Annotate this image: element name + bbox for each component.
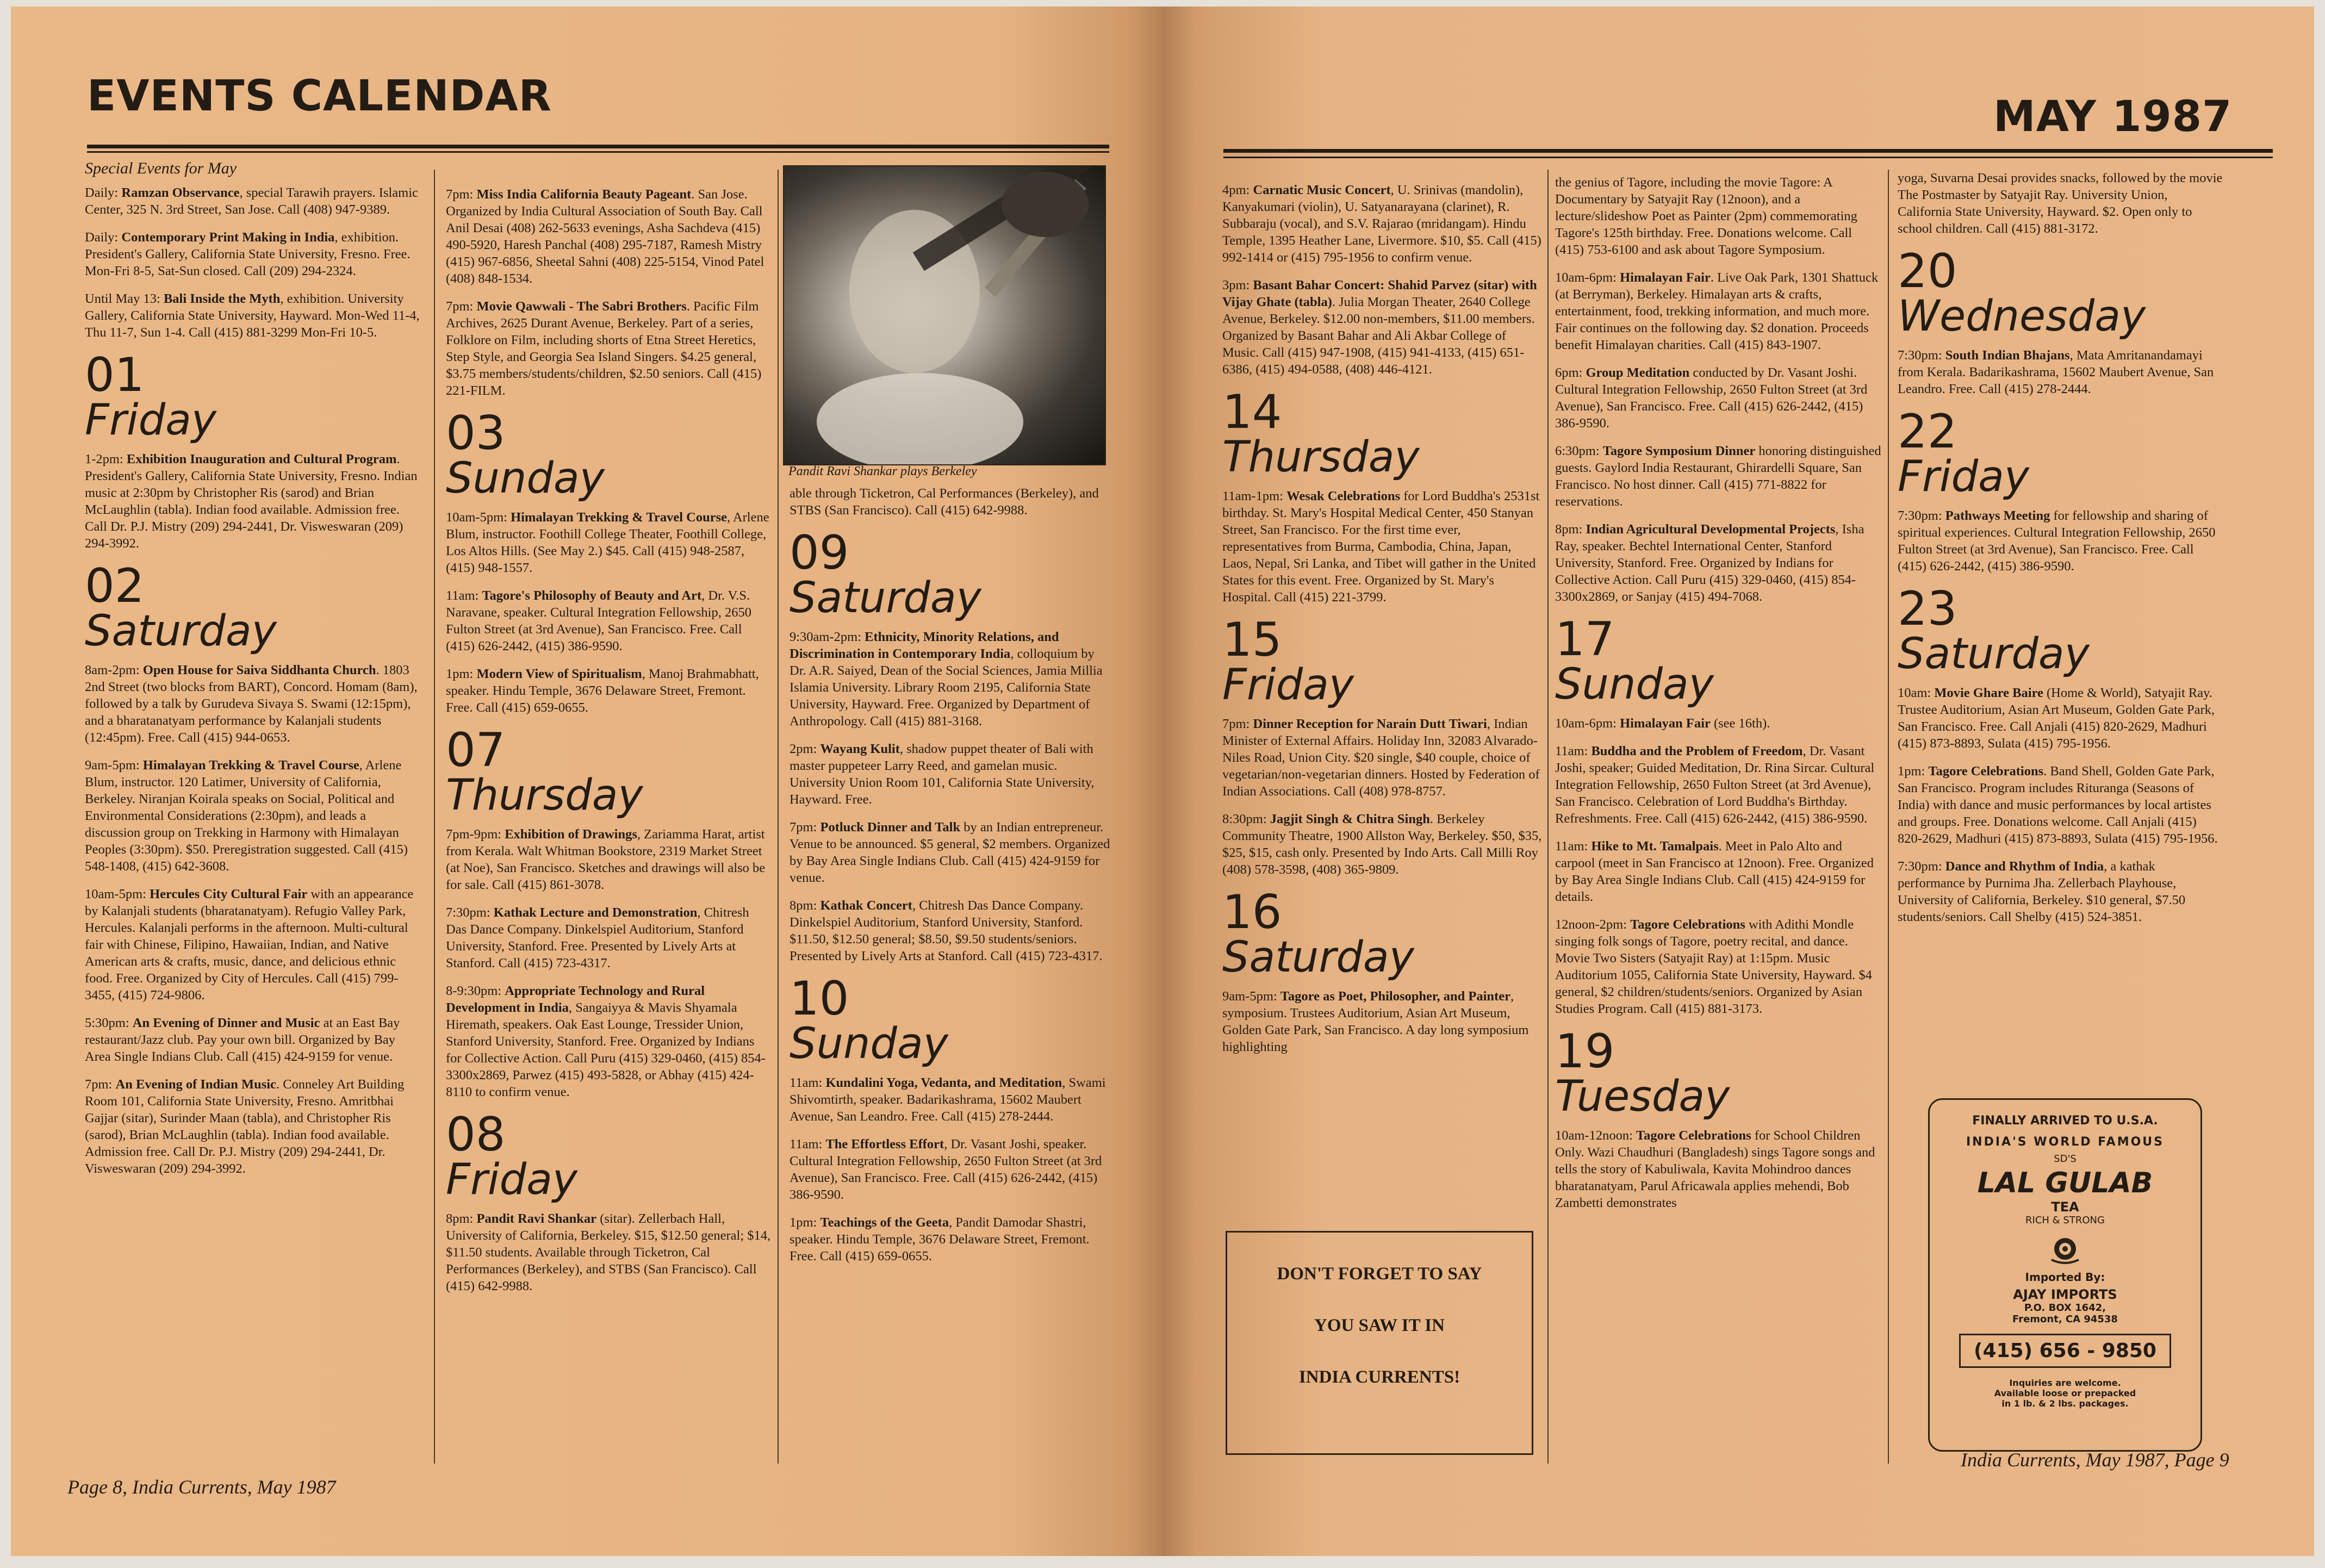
event-title: Pathways Meeting [1945,508,2050,523]
event-title: Kundalini Yoga, Vedanta, and Meditation [825,1075,1062,1090]
day-number: 07 [446,723,506,777]
ad-brand: LAL GULAB [1977,1167,2153,1199]
event-listing [446,298,772,399]
day-heading [1898,582,2224,679]
event-listing [1222,488,1543,606]
magazine-spread [11,7,2314,1556]
event-title: Movie Qawwali - The Sabri Brothers [476,299,687,314]
event-title: Basant Bahar Concert: Shahid Parvez (sitar) with Vijay Ghate (tabla) [1222,278,1537,309]
event-details: , exhibition. University Gallery, California State University, Hayward. Mon-Wed 11-4, Thu 11-7, Sun 1-4. Call (415) 881-3299 Mon-Fri 10-5. [85,291,420,340]
event-details: , Manoj Brahmabhatt, speaker. Hindu Temple, 3676 Delaware Street, Fremont. Free. Call (415) 659-0655. [446,667,759,715]
event-listing [789,1214,1110,1265]
event-details: . San Jose. Organized by India Cultural Association of South Bay. Call Anil Desai (408) 262-5633 evenings, Asha Sachdeva (415) 490-5920, Haresh Panchal (408) 295-7187, Ramesh Mistry (415) 967-6856, Sheetal Sahni (408) 225-5154, Vinod Patel (408) 848-1534. [446,187,764,286]
day-weekday: Friday [85,396,217,445]
day-number: 23 [1898,582,1957,636]
event-listing [85,1015,422,1065]
day-weekday: Sunday [789,1019,948,1068]
event-details: by an Indian entrepreneur. Venue to be announced. $5 general, $2 members. Organized by Bay Area Single Indians Club. Call (415) 424-9159 for venue. [789,820,1110,885]
event-title: Dance and Rhythm of India [1945,859,2104,874]
event-details: honoring distinguished guests. Gaylord India Restaurant, Ghirardelli Square, San Francisco. No host dinner. Call (415) 771-8822 for reservations. [1555,444,1881,509]
event-title: Kathak Lecture and Demonstration [493,905,698,920]
right-column-2 [1555,174,1881,1222]
event-listing [85,662,422,746]
header-rule-thin [1223,157,2273,158]
event-details: . President's Gallery, California State University, Fresno. Indian music at 2:30pm by Christopher Ris (sarod) and Brian McLaughlin (tabla). Indian food available. Admission free. Call Dr. P.J. Mistry (209) 294-2441, Dr. Visweswaran (209) 294-3992. [85,452,418,551]
event-title: Tagore Symposium Dinner [1602,444,1756,458]
column-divider [778,170,779,1464]
event-listing [446,509,772,576]
event-time: 8pm: [446,1211,477,1226]
left-column-1 [85,160,422,1188]
event-title: Teachings of the Geeta [820,1215,949,1230]
event-listing [446,1210,772,1295]
event-listing [789,1074,1110,1125]
event-time: 8:30pm: [1222,812,1270,826]
event-listing [1222,182,1543,266]
day-weekday: Friday [446,1155,578,1204]
event-title: Modern View of Spiritualism [476,667,642,681]
day-heading [1898,244,2224,341]
event-listing [789,741,1110,808]
event-time: 9:30am-2pm: [789,630,865,644]
events-calendar-header: EVENTS CALENDAR [87,72,552,121]
day-heading [1555,612,1881,709]
event-time: 8am-2pm: [85,663,143,677]
event-listing [1555,269,1881,353]
event-time: 7:30pm: [446,905,494,920]
event-listing [1898,507,2224,575]
event-listing [446,904,772,972]
event-title: Wayang Kulit [820,742,900,756]
day-number: 17 [1555,612,1615,667]
event-title: Jagjit Singh & Chitra Singh [1270,812,1430,826]
event-time: 10am-5pm: [446,510,511,525]
event-title: Pandit Ravi Shankar [476,1211,597,1226]
event-time: 11am: [446,588,482,603]
day-number: 10 [789,972,849,1026]
event-details: (see 16th). [1710,716,1770,731]
event-title: Open House for Saiva Siddhanta Church [142,663,376,677]
event-listing [1898,685,2224,752]
event-listing [1555,1127,1881,1211]
event-time: 10am-6pm: [1555,270,1620,285]
event-details: , U. Srinivas (mandolin), Kanyakumari (violin), U. Satyanarayana (clarinet), R. Subbaraju (vocal), and S.V. Rajarao (mridangam). Hindu Temple, 1395 Heather Lane, Livermore. $10, $5. Call (415) 992-1414 or (415) 795-1956 to confirm venue. [1222,183,1541,265]
event-time: 1pm: [789,1215,820,1230]
column-divider [1888,170,1889,1464]
event-title: Indian Agricultural Developmental Projects [1586,522,1836,537]
ad-note: in 1 lb. & 2 lbs. packages. [2001,1398,2129,1409]
event-time: 7:30pm: [1898,859,1945,874]
event-time: 7pm-9pm: [446,827,505,842]
event-time: 1pm: [446,667,477,681]
column-divider [434,170,435,1464]
event-time: 7pm: [85,1077,116,1092]
day-heading [789,972,1110,1068]
event-details: , Mata Amritanandamayi from Kerala. Badarikashrama, 15602 Maubert Avenue, San Leandro. Free. Call (415) 278-2444. [1898,348,2214,396]
day-heading [1222,885,1543,982]
event-details: for Lord Buddha's 2531st birthday. St. Mary's Hospital Medical Center, 450 Stanyan Street, San Francisco. For the first time ever, representatives from Burma, Cambodia, China, Japan, Laos, Nepal, Sri Lanka, and Tibet will gather in the United States for this event. Free. Organized by St. Mary's Hospital. Call (415) 221-3799. [1222,489,1540,605]
event-time: Daily: [85,185,122,200]
event-title: Group Meditation [1586,365,1690,380]
day-heading [1222,613,1543,710]
event-title: Carnatic Music Concert [1253,183,1391,197]
event-title: An Evening of Dinner and Music [132,1016,320,1030]
event-details: . Live Oak Park, 1301 Shattuck (at Berryman), Berkeley. Himalayan arts & crafts, entertainment, food, trekking information, and much more. Fair continues on the following day. $2 donation. Proceeds benefit Himalayan charities. Call (415) 843-1907. [1555,270,1879,352]
event-details: yoga, Suvarna Desai provides snacks, followed by the movie The Postmaster by Satyajit Ray. University Union, California State University, Hayward. $2. Open only to school children. Call (415) 881-3172. [1898,171,2223,236]
event-time: 6pm: [1555,365,1586,380]
event-listing [789,629,1110,730]
header-rule [1223,149,2273,153]
event-title: Exhibition Inauguration and Cultural Program [126,452,397,466]
event-time: 8pm: [1555,522,1586,537]
event-listing [1555,174,1881,258]
ad-top-line: FINALLY ARRIVED TO U.S.A. [1972,1114,2158,1128]
day-number: 15 [1222,613,1282,667]
event-title: Kathak Concert [820,898,912,913]
event-details: . Pacific Film Archives, 2625 Durant Avenue, Berkeley. Part of a series, Folklore on Film, including shorts of Etna Street Heretics, Step Style, and Georgia Sea Island Singers. $4.25 general, $3.75 members/students/children, $2.50 seniors. Call (415) 221-FILM. [446,299,762,398]
day-number: 03 [446,406,506,461]
event-title: Movie Ghare Baire [1934,686,2043,700]
event-listing [1222,811,1543,878]
ad-note: Inquiries are welcome. [2009,1378,2121,1388]
event-listing [85,451,422,552]
ad-imported: Imported By: [2025,1271,2105,1284]
day-heading [446,723,772,820]
day-weekday: Friday [1898,452,2030,501]
event-details: for fellowship and sharing of spiritual experiences. Cultural Integration Fellowship, 2650 Fulton Street (at 3rd Avenue), San Francisco. Free. Call (415) 626-2442, (415) 386-9590. [1898,508,2216,574]
event-time: 11am-1pm: [1222,489,1287,503]
event-time: 1pm: [1898,764,1929,779]
event-listing [85,757,422,875]
day-heading [1898,405,2224,501]
event-details: , Arlene Blum, instructor. 120 Latimer, University of California, Berkeley. Niranjan Koirala speaks on Social, Political and Environmental Considerations (2:30pm), and leads a discussion group on Trekking in Harmony with Himalayan Peoples (3:30pm). $50. Preregistration suggested. Call (415) 548-1408, (415) 642-3608. [85,758,408,874]
event-time: 11am: [1555,744,1592,758]
event-time: 7:30pm: [1898,508,1945,523]
event-title: An Evening of Indian Music [115,1077,276,1092]
day-number: 14 [1222,385,1282,439]
event-details: . Conneley Art Building Room 101, California State University, Fresno. Amritbhai Gajjar (sitar), Surinder Maan (tabla), and Christopher Ris (sarod), Brian McLaughlin (tabla). Indian food available. Admission free. Call Dr. P.J. Mistry (209) 294-2441, Dr. Visweswaran (209) 294-3992. [85,1077,405,1176]
day-weekday: Thursday [446,771,643,820]
day-number: 19 [1555,1024,1615,1079]
day-weekday: Tuesday [1555,1072,1730,1121]
day-number: 02 [85,559,145,613]
day-heading [446,406,772,503]
header-rule-thin [87,151,1109,153]
event-listing [1898,347,2224,397]
day-weekday: Sunday [446,454,605,503]
event-listing [1222,988,1543,1055]
photo-caption: Pandit Ravi Shankar plays Berkeley [788,464,977,478]
event-details: , Pandit Damodar Shastri, speaker. Hindu Temple, 3676 Delaware Street, Fremont. Free. Call (415) 659-0655. [789,1215,1090,1264]
event-details: , Dr. Vasant Joshi, speaker. Cultural Integration Fellowship, 2650 Fulton Street (at 3rd Avenue), San Francisco. Free. Call (415) 626-2442, (415) 386-9590. [789,1137,1102,1202]
event-details: at an East Bay restaurant/Jazz club. Pay your own bill. Organized by Bay Area Single Indians Club. Call (415) 424-9159 for venue. [85,1016,400,1064]
event-details: . Band Shell, Golden Gate Park, San Francisco. Program includes Rituranga (Seasons of India) with dance and music performances by local artistes and groups. Free. Donations welcome. Call Anjali (415) 820-2629, Madhuri (415) 873-8893, Sulata (415) 795-1956. [1898,764,2218,846]
reminder-line: YOU SAW IT IN [1314,1316,1445,1335]
event-time: 10am-5pm: [85,887,150,901]
event-time: 11am: [1555,839,1592,854]
event-time: 7pm: [789,820,820,835]
event-listing [789,485,1110,519]
event-listing [446,826,772,893]
reminder-box [1226,1231,1533,1455]
event-details: , Swami Shivomtirth, speaker. Badarikashrama, 15602 Maubert Avenue, San Leandro. Free. Call (415) 278-2444. [789,1075,1106,1124]
event-title: Tagore Celebrations [1630,917,1745,932]
event-listing [1555,443,1881,510]
event-title: Miss India California Beauty Pageant [476,187,692,202]
event-time: 7:30pm: [1898,348,1945,363]
event-title: The Effortless Effort [825,1137,944,1152]
event-title: Tagore Celebrations [1636,1128,1751,1143]
event-details: , shadow puppet theater of Bali with master puppeteer Larry Reed, and gamelan music. University Union Room 101, California State University, Hayward. Free. [789,742,1095,807]
event-listing [1222,715,1543,800]
event-title: Dinner Reception for Narain Dutt Tiwari [1253,717,1487,731]
day-number: 16 [1222,885,1282,939]
event-time: 3pm: [1222,278,1253,293]
event-time: 11am: [789,1075,826,1090]
day-weekday: Saturday [789,574,981,623]
day-weekday: Saturday [1898,630,2090,679]
event-details: , exhibition. President's Gallery, California State University, Fresno. Free. Mon-Fri 8-5, Sat-Sun closed. Call (209) 294-2324. [85,230,411,278]
reminder-line: DON'T FORGET TO SAY [1277,1264,1482,1284]
day-heading [85,559,422,656]
event-listing [1555,838,1881,905]
event-details: , Indian Minister of External Affairs. Holiday Inn, 32083 Alvarado-Niles Road, Union City. $20 single, $40 couple, choice of vegetarian/non-vegetarian dinners. Hosted by Federation of Indian Associations. Call (408) 978-8757. [1222,717,1540,799]
day-weekday: Thursday [1222,433,1420,482]
event-time: 7pm: [446,299,477,314]
header-rule [87,145,1109,148]
event-title: Wesak Celebrations [1286,489,1401,503]
event-title: Himalayan Fair [1620,716,1711,731]
event-details: , Dr. Vasant Joshi, speaker; Guided Meditation, Dr. Rina Sircar. Cultural Integration Fellowship, 2650 Fulton Street (at 3rd Avenue), San Francisco. Celebration of Lord Buddha's Birthday. Refreshments. Free. Call (415) 626-2442, (415) 386-9590. [1555,744,1875,826]
event-details: able through Ticketron, Cal Performances (Berkeley), and STBS (San Francisco). Call (415) 642-9988. [789,486,1099,518]
ad-arc-text: INDIA'S WORLD FAMOUS [1966,1135,2164,1149]
event-listing [1898,763,2224,847]
event-time: 1-2pm: [85,452,127,466]
event-title: South Indian Bhajans [1945,348,2070,363]
ad-small: SD'S [2054,1153,2077,1165]
lal-gulab-tea-ad [1928,1098,2202,1452]
event-listing [446,982,772,1100]
event-title: Ramzan Observance [121,185,240,200]
left-page-footer: Page 8, India Currents, May 1987 [67,1476,336,1498]
ad-city: Fremont, CA 94538 [2012,1314,2118,1325]
event-details: the genius of Tagore, including the movie Tagore: A Documentary by Satyajit Ray (12noon), and a lecture/slideshow Poet as Painter (2pm) commemorating Tagore's 125th birthday. Free. Donations welcome. Call (415) 753-6100 and ask about Tagore Symposium. [1555,175,1857,257]
event-listing [1555,916,1881,1017]
event-listing [1555,364,1881,432]
event-details: . 1803 2nd Street (two blocks from BART), Concord. Homam (8am), followed by a talk by Gurudeva Sivaya S. Swami (12:15pm), and a bharatanatyam performance by Kalanjali students (12:45pm). Free. Call (415) 944-0653. [85,663,418,745]
right-page-footer: India Currents, May 1987, Page 9 [1961,1449,2229,1471]
event-title: Tagore's Philosophy of Beauty and Art [482,588,702,603]
day-heading [85,348,422,445]
left-page [11,7,1162,1556]
event-listing [446,587,772,655]
event-details: with an appearance by Kalanjali students (bharatanatyam). Refugio Valley Park, Hercules. Kalanjali performs in the afternoon. Multi-cultural fair with Chinese, Filipino, Hawaiian, Indian, and Native American arts & crafts, music, dance, and delicious ethnic food. Free. Organized by City of Hercules. Call (415) 799-3455, (415) 724-9806. [85,887,414,1003]
event-details: , Chitresh Das Dance Company. Dinkelspiel Auditorium, Stanford University, Stanford. $11.50, $12.50 general; $8.50, $9.50 students/seniors. Presented by Lively Arts at Stanford. Call (415) 723-4317. [789,898,1103,963]
day-weekday: Friday [1222,661,1354,710]
day-number: 01 [85,348,145,402]
event-time: 12noon-2pm: [1555,917,1631,932]
event-time: Until May 13: [85,291,164,306]
ad-company: AJAY IMPORTS [2013,1287,2117,1302]
event-listing [85,229,422,279]
event-time: 8-9:30pm: [446,984,505,998]
event-listing [446,665,772,716]
ad-phone: (415) 656 - 9850 [1959,1334,2171,1368]
event-time: 10am-12noon: [1555,1128,1637,1143]
event-details: , Dr. V.S. Naravane, speaker. Cultural Integration Fellowship, 2650 Fulton Street (at 3rd Avenue), San Francisco. Free. Call (415) 626-2442, (415) 386-9590. [446,588,751,654]
rose-icon [1930,1234,2200,1268]
event-listing [1222,277,1543,378]
event-time: 9am-5pm: [85,758,143,773]
event-time: Daily: [85,230,122,245]
event-time: 8pm: [789,898,820,913]
month-header: MAY 1987 [1993,92,2233,141]
photo-illustration [784,166,1105,464]
event-details: . Julia Morgan Theater, 2640 College Avenue, Berkeley. $12.00 non-members, $11.00 members. Organized by Basant Bahar and Ali Akbar College of Music. Call (415) 947-1908, (415) 941-4133, (415) 651-6386, (415) 494-0588, (408) 446-4121. [1222,295,1535,377]
event-details: for School Children Only. Wazi Chaudhuri (Bangladesh) sings Tagore songs and tells the story of Kabuliwala, Kavita Mohindroo dances bharatanatyam, Parul Africawala applies mehendi, Bob Zambetti demonstrates [1555,1128,1875,1210]
day-heading [1222,385,1543,482]
ad-note: Available loose or prepacked [1994,1388,2136,1398]
event-details: , Isha Ray, speaker. Bechtel International Center, Stanford University, Stanford. Free. Organized by Indians for Collective Action. Call Puru (415) 329-0460, (415) 854-3300x2869, or Sanjay (415) 494-7068. [1555,522,1864,604]
event-details: , Zariamma Harat, artist from Kerala. Walt Whitman Bookstore, 2319 Market Street (at Noe), San Francisco. Sketches and drawings will also be for sale. Call (415) 861-3078. [446,827,766,892]
event-title: Tagore Celebrations [1928,764,2044,779]
event-title: Hike to Mt. Tamalpais [1591,839,1719,854]
event-listing [1555,743,1881,827]
event-details: conducted by Dr. Vasant Joshi. Cultural Integration Fellowship, 2650 Fulton Street (at 3rd Avenue), San Francisco. Free. Call (415) 626-2442, (415) 386-9590. [1555,365,1868,431]
ravi-shankar-photo [783,165,1106,465]
event-title: Ethnicity, Minority Relations, and Discrimination in Contemporary India [789,630,1059,661]
event-title: Himalayan Fair [1620,270,1711,285]
ad-tea: TEA [2051,1199,2079,1215]
event-listing [1898,858,2224,925]
event-title: Himalayan Trekking & Travel Course [142,758,359,773]
event-time: 2pm: [789,742,820,756]
event-details: , Arlene Blum, instructor. Foothill College Theater, Foothill College, Los Altos Hills. (See May 2.) $45. Call (415) 948-2587, (415) 948-1557. [446,510,769,575]
day-number: 20 [1898,244,1957,298]
day-number: 08 [446,1107,506,1162]
event-details: , special Tarawih prayers. Islamic Center, 325 N. 3rd Street, San Jose. Call (408) 947-9389. [85,185,418,217]
event-time: 7pm: [1222,717,1253,731]
day-heading [446,1107,772,1204]
event-details: (Home & World), Satyajit Ray. Trustee Auditorium, Asian Art Museum, Golden Gate Park, San Francisco. Free. Call Anjali (415) 820-2629, Madhuri (415) 873-8893, Sulata (415) 795-1956. [1898,686,2215,751]
event-title: Buddha and the Problem of Freedom [1591,744,1803,758]
event-time: 4pm: [1222,183,1253,197]
day-weekday: Wednesday [1898,292,2146,341]
event-listing [789,819,1110,886]
event-listing [1555,715,1881,732]
event-details: . Meet in Palo Alto and carpool (meet in San Francisco at 12noon). Free. Organized by Bay Area Single Indians Club. Call (415) 424-9159 for details. [1555,839,1874,904]
event-listing [85,290,422,341]
event-title: Contemporary Print Making in India [121,230,335,245]
right-column-3 [1898,170,2224,936]
event-time: 7pm: [446,187,477,202]
event-details: , Sangaiyya & Mavis Shyamala Hiremath, speakers. Oak East Lounge, Tressider Union, Stanford University, Stanford. Free. Organized by Indians for Collective Action. Call Puru (415) 329-0460, (415) 854-3300x2869, Parwez (415) 493-5828, or Abhay (415) 424-8110 to confirm venue. [446,1000,766,1099]
column-divider [1547,170,1549,1464]
event-time: 11am: [789,1137,826,1152]
event-title: Potluck Dinner and Talk [820,820,961,835]
event-listing [85,184,422,218]
event-time: 10am-6pm: [1555,716,1620,731]
day-number: 22 [1898,405,1957,459]
day-weekday: Sunday [1555,660,1714,709]
event-listing [1898,170,2224,237]
event-listing [85,1076,422,1177]
special-events-heading: Special Events for May [85,159,237,177]
event-time: 5:30pm: [85,1016,133,1030]
event-title: Exhibition of Drawings [505,827,637,842]
event-details: , a kathak performance by Purnima Jha. Zellerbach Playhouse, University of California, Berkeley. $10 general, $7.50 students/seniors. Call Shelby (415) 524-3851. [1898,859,2186,924]
left-column-3 [789,485,1110,1275]
right-page [1162,7,2314,1556]
event-title: Himalayan Trekking & Travel Course [511,510,728,525]
event-listing [446,186,772,287]
ad-po: P.O. BOX 1642, [2024,1302,2106,1314]
event-details: , colloquium by Dr. A.R. Saiyed, Dean of the Social Sciences, Jamia Millia Islamia University. Library Room 2195, California State University, Hayward. Free. Organized by Department of Anthropology. Call (415) 881-3168. [789,646,1103,729]
reminder-line: INDIA CURRENTS! [1298,1367,1460,1387]
day-heading [1555,1024,1881,1121]
event-listing [1555,521,1881,605]
day-number: 09 [789,526,849,580]
event-time: 10am: [1898,686,1935,700]
event-listing [789,897,1110,965]
day-weekday: Saturday [85,607,277,656]
event-title: Bali Inside the Myth [163,291,281,306]
day-heading [789,526,1110,623]
event-title: Hercules City Cultural Fair [150,887,308,901]
event-time: 6:30pm: [1555,444,1603,458]
event-time: 9am-5pm: [1222,989,1280,1004]
event-details: (sitar). Zellerbach Hall, University of California, Berkeley. $15, $12.50 general; $14, $11.50 students. Available through Ticketron, Cal Performances (Berkeley), and STBS (San Francisco). Call (415) 642-9988. [446,1211,771,1293]
ad-rich: RICH & STRONG [2025,1215,2105,1226]
event-details: with Adithi Mondle singing folk songs of Tagore, poetry recital, and dance. Movie Two Sisters (Satyajit Ray) at 1:15pm. Music Auditorium 1055, California State University, Hayward. $4 general, $2 children/students/seniors. Organized by Asian Studies Program. Call (415) 881-3173. [1555,917,1872,1016]
right-column-1 [1222,182,1543,1066]
event-details: , symposium. Trustees Auditorium, Asian Art Museum, Golden Gate Park, San Francisco. A day long symposium highlighting [1222,989,1529,1054]
event-listing [85,886,422,1004]
event-details: , Chitresh Das Dance Company. Dinkelspiel Auditorium, Stanford University, Stanford. Free. Presented by Lively Arts at Stanford. Call (415) 723-4317. [446,905,749,970]
day-weekday: Saturday [1222,933,1414,982]
event-title: Tagore as Poet, Philosopher, and Painter [1280,989,1510,1004]
event-listing [789,1136,1110,1203]
event-details: . Berkeley Community Theatre, 1900 Allston Way, Berkeley. $50, $35, $25, $15, cash only. Presented by Indo Arts. Call Milli Roy (408) 578-3598, (408) 365-9809. [1222,812,1542,877]
left-column-2 [446,186,772,1305]
event-title: Appropriate Technology and Rural Development in India [446,984,705,1015]
